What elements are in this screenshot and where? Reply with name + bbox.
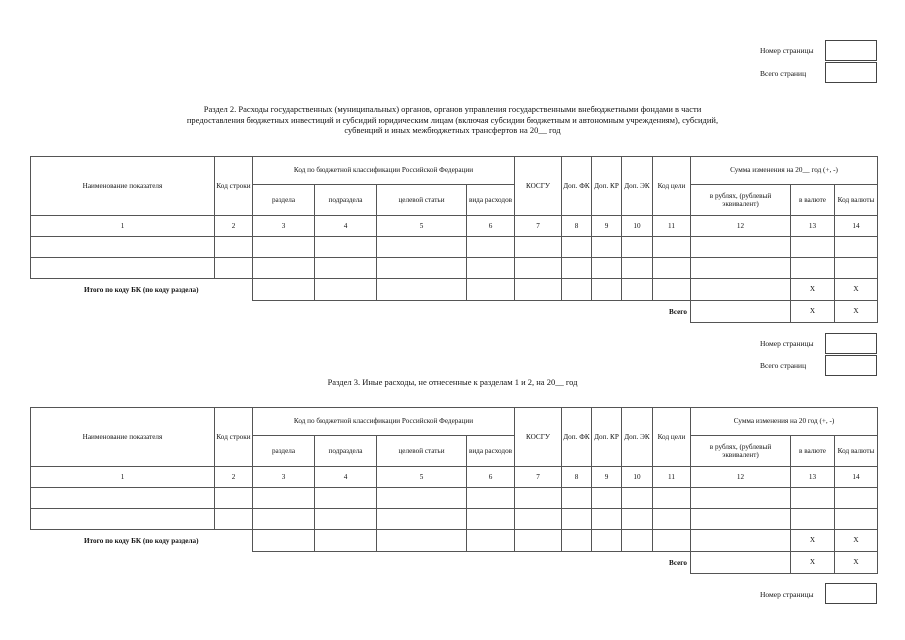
header-bk: Код по бюджетной классификации Российской Федерации	[253, 408, 515, 436]
col-num: 13	[791, 216, 835, 237]
section2-table	[30, 156, 878, 323]
cell[interactable]	[791, 509, 835, 530]
cell[interactable]	[515, 509, 562, 530]
cell[interactable]	[653, 530, 691, 552]
header-dop-fk: Доп. ФК	[562, 157, 592, 216]
col-num: 10	[622, 216, 653, 237]
cell[interactable]	[653, 258, 691, 279]
header-goal: Код цели	[653, 157, 691, 216]
cell[interactable]	[215, 488, 253, 509]
col-num: 7	[515, 216, 562, 237]
col-num: 6	[467, 216, 515, 237]
cell[interactable]	[791, 488, 835, 509]
page-number-field[interactable]	[825, 333, 877, 354]
cell[interactable]	[653, 279, 691, 301]
cell[interactable]	[653, 488, 691, 509]
col-num: 3	[253, 216, 315, 237]
total-bk-label: Итого по коду БК (по коду раздела)	[84, 285, 199, 294]
cell[interactable]	[622, 279, 653, 301]
cell[interactable]	[31, 509, 215, 530]
col-num: 7	[515, 467, 562, 488]
cell[interactable]	[215, 509, 253, 530]
grand-total-row	[31, 552, 878, 574]
section2-title-line: Раздел 2. Расходы государственных (муниципальных) органов, органов управления государственными внебюджетными фондами в части	[203, 104, 702, 114]
col-num: 12	[691, 467, 791, 488]
cell[interactable]	[592, 509, 622, 530]
cell[interactable]	[622, 488, 653, 509]
total-pages-field[interactable]	[825, 355, 877, 376]
cell[interactable]	[562, 509, 592, 530]
header-rub: в рублях, (рублевый эквивалент)	[691, 185, 791, 216]
cell[interactable]	[791, 258, 835, 279]
header-expense-type: вида расходов	[467, 185, 515, 216]
total-pages-field[interactable]	[825, 62, 877, 83]
x-mark: X	[835, 301, 878, 323]
cell[interactable]	[377, 530, 467, 552]
cell[interactable]	[562, 488, 592, 509]
cell[interactable]	[215, 258, 253, 279]
cell[interactable]	[562, 237, 592, 258]
cell[interactable]	[377, 509, 467, 530]
cell[interactable]	[835, 237, 878, 258]
cell[interactable]	[835, 258, 878, 279]
cell[interactable]	[791, 237, 835, 258]
cell[interactable]	[253, 488, 315, 509]
cell[interactable]	[691, 530, 791, 552]
header-section: раздела	[253, 185, 315, 216]
header-rub: в рублях, (рублевый эквивалент)	[691, 436, 791, 467]
cell[interactable]	[253, 509, 315, 530]
header-currency: в валюте	[791, 185, 835, 216]
cell[interactable]	[31, 258, 215, 279]
table-row[interactable]	[31, 237, 878, 258]
grand-total-label: Всего	[669, 558, 687, 567]
cell[interactable]	[467, 279, 515, 301]
x-mark: X	[791, 530, 835, 552]
cell[interactable]	[691, 488, 791, 509]
cell[interactable]	[691, 279, 791, 301]
total-bk-row	[31, 530, 878, 552]
section2-title-line: предоставления бюджетных инвестиций и субсидий юридическим лицам (включая субсидии бюджетным и автономным учреждениям), субсидий,	[186, 114, 719, 125]
col-num: 2	[215, 467, 253, 488]
header-dop-fk: Доп. ФК	[562, 408, 592, 467]
cell[interactable]	[592, 488, 622, 509]
table-row[interactable]	[31, 509, 878, 530]
cell[interactable]	[653, 509, 691, 530]
col-num: 13	[791, 467, 835, 488]
cell[interactable]	[515, 488, 562, 509]
cell[interactable]	[377, 237, 467, 258]
col-num: 4	[315, 216, 377, 237]
section3-title: Раздел 3. Иные расходы, не отнесенные к разделам 1 и 2, на 20__ год	[327, 377, 578, 387]
cell[interactable]	[467, 488, 515, 509]
x-mark: X	[791, 552, 835, 574]
col-num: 14	[835, 467, 878, 488]
cell[interactable]	[622, 509, 653, 530]
header-sum: Сумма изменения на 20 год (+, -)	[691, 408, 878, 436]
header-expense-type: вида расходов	[467, 436, 515, 467]
cell[interactable]	[515, 237, 562, 258]
total-pages-label: Всего страниц	[760, 69, 807, 78]
col-num: 5	[377, 467, 467, 488]
page-number-label: Номер страницы	[760, 590, 814, 599]
page-number-label: Номер страницы	[760, 339, 814, 348]
col-num: 11	[653, 216, 691, 237]
col-num: 8	[562, 216, 592, 237]
col-num: 9	[592, 216, 622, 237]
grand-total-label: Всего	[669, 307, 687, 316]
header-code-row: Код строки	[215, 157, 253, 216]
x-mark: X	[791, 301, 835, 323]
header-kosgu: КОСГУ	[515, 408, 562, 467]
header-currency-code: Код валюты	[835, 436, 878, 467]
cell[interactable]	[562, 279, 592, 301]
header-section: раздела	[253, 436, 315, 467]
page-number-field[interactable]	[825, 583, 877, 604]
cell[interactable]	[515, 258, 562, 279]
header-currency-code: Код валюты	[835, 185, 878, 216]
cell[interactable]	[653, 237, 691, 258]
cell[interactable]	[691, 258, 791, 279]
header-dop-kr: Доп. КР	[592, 157, 622, 216]
header-subsection: подраздела	[315, 436, 377, 467]
header-name: Наименование показателя	[31, 157, 215, 216]
col-num: 9	[592, 467, 622, 488]
cell[interactable]	[622, 237, 653, 258]
cell[interactable]	[31, 237, 215, 258]
page-number-field[interactable]	[825, 40, 877, 61]
header-kosgu: КОСГУ	[515, 157, 562, 216]
cell[interactable]	[562, 530, 592, 552]
cell[interactable]	[622, 258, 653, 279]
header-target: целевой статьи	[377, 436, 467, 467]
cell[interactable]	[315, 258, 377, 279]
col-num: 3	[253, 467, 315, 488]
header-name: Наименование показателя	[31, 408, 215, 467]
col-num: 8	[562, 467, 592, 488]
cell[interactable]	[691, 301, 791, 323]
header-subsection: подраздела	[315, 185, 377, 216]
cell[interactable]	[691, 509, 791, 530]
col-num: 1	[31, 467, 215, 488]
col-num: 1	[31, 216, 215, 237]
total-pages-label: Всего страниц	[760, 361, 807, 370]
col-num: 5	[377, 216, 467, 237]
header-currency: в валюте	[791, 436, 835, 467]
col-num: 14	[835, 216, 878, 237]
cell[interactable]	[377, 488, 467, 509]
cell[interactable]	[215, 237, 253, 258]
cell[interactable]	[253, 237, 315, 258]
section2-title-line: субвенций и иных межбюджетных трансфертов на 20__ год	[344, 125, 561, 135]
column-numbers-row	[31, 216, 878, 237]
col-num: 6	[467, 467, 515, 488]
cell[interactable]	[515, 279, 562, 301]
col-num: 11	[653, 467, 691, 488]
grand-total-row	[31, 301, 878, 323]
cell[interactable]	[315, 509, 377, 530]
x-mark: X	[835, 552, 878, 574]
header-sum: Сумма изменения на 20__ год (+, -)	[691, 157, 878, 185]
total-bk-label: Итого по коду БК (по коду раздела)	[84, 536, 199, 545]
section2-title	[0, 104, 905, 136]
col-num: 4	[315, 467, 377, 488]
cell[interactable]	[467, 237, 515, 258]
cell[interactable]	[467, 530, 515, 552]
header-bk: Код по бюджетной классификации Российской Федерации	[253, 157, 515, 185]
cell[interactable]	[835, 488, 878, 509]
section3-table	[30, 407, 878, 574]
cell[interactable]	[592, 530, 622, 552]
header-code-row: Код строки	[215, 408, 253, 467]
col-num: 10	[622, 467, 653, 488]
total-bk-row	[31, 279, 878, 301]
cell[interactable]	[315, 530, 377, 552]
cell[interactable]	[377, 279, 467, 301]
header-dop-ek: Доп. ЭК	[622, 408, 653, 467]
header-dop-ek: Доп. ЭК	[622, 157, 653, 216]
cell[interactable]	[315, 488, 377, 509]
col-num: 12	[691, 216, 791, 237]
header-goal: Код цели	[653, 408, 691, 467]
x-mark: X	[791, 279, 835, 301]
cell[interactable]	[253, 258, 315, 279]
x-mark: X	[835, 530, 878, 552]
cell[interactable]	[315, 279, 377, 301]
cell[interactable]	[467, 258, 515, 279]
page-number-label: Номер страницы	[760, 46, 814, 55]
cell[interactable]	[253, 530, 315, 552]
cell[interactable]	[377, 258, 467, 279]
cell[interactable]	[31, 488, 215, 509]
header-dop-kr: Доп. КР	[592, 408, 622, 467]
cell[interactable]	[835, 509, 878, 530]
x-mark: X	[835, 279, 878, 301]
cell[interactable]	[691, 237, 791, 258]
cell[interactable]	[691, 552, 791, 574]
cell[interactable]	[515, 530, 562, 552]
table-row[interactable]	[31, 258, 878, 279]
cell[interactable]	[315, 237, 377, 258]
cell[interactable]	[467, 509, 515, 530]
cell[interactable]	[253, 279, 315, 301]
cell[interactable]	[592, 258, 622, 279]
header-target: целевой статьи	[377, 185, 467, 216]
cell[interactable]	[592, 279, 622, 301]
cell[interactable]	[562, 258, 592, 279]
column-numbers-row	[31, 467, 878, 488]
cell[interactable]	[622, 530, 653, 552]
col-num: 2	[215, 216, 253, 237]
cell[interactable]	[592, 237, 622, 258]
table-row[interactable]	[31, 488, 878, 509]
